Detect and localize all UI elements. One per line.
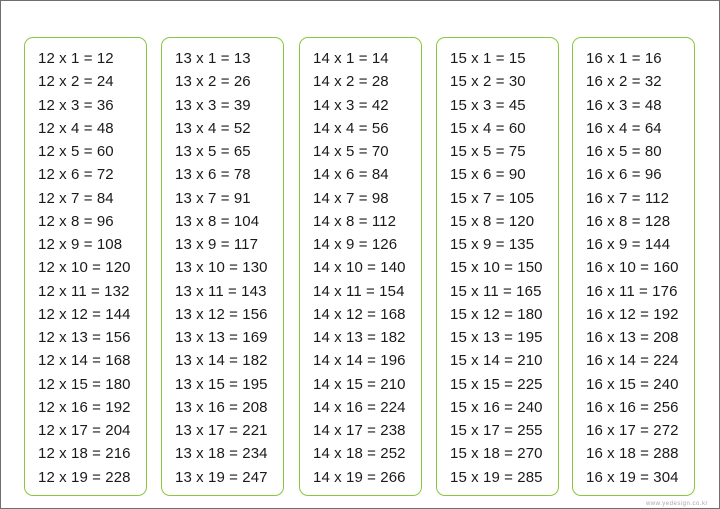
- table-row: 14 x 13 = 182: [313, 329, 406, 346]
- table-15-list: [450, 47, 543, 489]
- table-row: 14 x 3 = 42: [313, 96, 389, 114]
- table-row: 13 x 1 = 13: [175, 50, 251, 67]
- table-row: 15 x 11 = 165: [450, 282, 542, 300]
- table-16-list: [586, 47, 679, 489]
- table-row: 16 x 3 = 48: [586, 96, 662, 114]
- table-row: 13 x 17 = 221: [175, 422, 268, 439]
- table-12-box: [24, 37, 147, 496]
- table-row: 15 x 12 = 180: [450, 305, 543, 323]
- table-row: 12 x 19 = 228: [38, 468, 131, 486]
- table-row: 15 x 18 = 270: [450, 445, 543, 463]
- table-row: 13 x 3 = 39: [175, 96, 251, 114]
- table-row: 14 x 14 = 196: [313, 352, 406, 370]
- table-row: 15 x 10 = 150: [450, 259, 543, 277]
- table-row: 12 x 13 = 156: [38, 329, 131, 346]
- table-row: 12 x 18 = 216: [38, 445, 131, 463]
- table-row: 12 x 2 = 24: [38, 73, 114, 91]
- table-row: 12 x 10 = 120: [38, 259, 131, 277]
- table-row: 16 x 7 = 112: [586, 189, 670, 207]
- table-row: 15 x 1 = 15: [450, 50, 526, 67]
- table-row: 16 x 14 = 224: [586, 352, 679, 370]
- table-row: 14 x 1 = 14: [313, 50, 389, 67]
- table-13-list: [175, 47, 268, 489]
- table-row: 16 x 18 = 288: [586, 445, 679, 463]
- table-row: 13 x 11 = 143: [175, 282, 267, 300]
- table-row: 13 x 2 = 26: [175, 73, 251, 91]
- table-row: 14 x 19 = 266: [313, 468, 406, 486]
- table-row: 16 x 13 = 208: [586, 329, 679, 346]
- table-row: 16 x 12 = 192: [586, 305, 679, 323]
- table-row: 12 x 12 = 144: [38, 305, 131, 323]
- table-row: 14 x 11 = 154: [313, 282, 405, 300]
- table-row: 12 x 14 = 168: [38, 352, 131, 370]
- table-row: 13 x 19 = 247: [175, 468, 268, 486]
- table-row: 15 x 2 = 30: [450, 73, 526, 91]
- table-row: 16 x 19 = 304: [586, 468, 679, 486]
- table-row: 16 x 8 = 128: [586, 212, 671, 230]
- table-14-list: [313, 47, 406, 489]
- table-row: 13 x 10 = 130: [175, 259, 268, 277]
- table-row: 14 x 8 = 112: [313, 212, 397, 230]
- table-row: 15 x 9 = 135: [450, 236, 535, 253]
- table-row: 15 x 8 = 120: [450, 212, 535, 230]
- table-row: 14 x 15 = 210: [313, 375, 406, 393]
- table-row: 12 x 9 = 108: [38, 236, 123, 253]
- table-row: 12 x 15 = 180: [38, 375, 131, 393]
- site-watermark: www.yedesign.co.kr: [645, 501, 708, 507]
- table-row: 15 x 19 = 285: [450, 468, 543, 486]
- table-15-box: [436, 37, 559, 496]
- table-row: 14 x 7 = 98: [313, 189, 389, 207]
- table-14-box: [299, 37, 422, 496]
- table-row: 12 x 6 = 72: [38, 166, 114, 184]
- table-row: 13 x 7 = 91: [175, 189, 251, 207]
- table-row: 14 x 12 = 168: [313, 305, 406, 323]
- table-row: 16 x 10 = 160: [586, 259, 679, 277]
- table-row: 14 x 18 = 252: [313, 445, 406, 463]
- table-row: 12 x 17 = 204: [38, 422, 131, 439]
- table-row: 12 x 5 = 60: [38, 143, 114, 160]
- table-row: 16 x 9 = 144: [586, 236, 671, 253]
- table-row: 13 x 4 = 52: [175, 119, 251, 137]
- table-row: 16 x 17 = 272: [586, 422, 679, 439]
- table-row: 14 x 16 = 224: [313, 398, 406, 416]
- table-row: 12 x 4 = 48: [38, 119, 114, 137]
- table-row: 12 x 16 = 192: [38, 398, 131, 416]
- table-row: 15 x 5 = 75: [450, 143, 526, 160]
- table-row: 14 x 10 = 140: [313, 259, 406, 277]
- table-row: 13 x 12 = 156: [175, 305, 268, 323]
- table-row: 13 x 5 = 65: [175, 143, 251, 160]
- table-row: 13 x 6 = 78: [175, 166, 251, 184]
- table-row: 15 x 6 = 90: [450, 166, 526, 184]
- table-row: 13 x 13 = 169: [175, 329, 268, 346]
- table-row: 15 x 3 = 45: [450, 96, 526, 114]
- table-row: 13 x 15 = 195: [175, 375, 268, 393]
- table-row: 15 x 4 = 60: [450, 119, 526, 137]
- table-row: 12 x 1 = 12: [38, 50, 114, 67]
- table-row: 12 x 7 = 84: [38, 189, 114, 207]
- table-row: 15 x 7 = 105: [450, 189, 535, 207]
- table-row: 13 x 9 = 117: [175, 236, 259, 253]
- table-row: 16 x 11 = 176: [586, 282, 678, 300]
- table-row: 14 x 6 = 84: [313, 166, 389, 184]
- table-row: 12 x 11 = 132: [38, 282, 130, 300]
- table-row: 13 x 16 = 208: [175, 398, 268, 416]
- table-row: 12 x 3 = 36: [38, 96, 114, 114]
- table-row: 15 x 17 = 255: [450, 422, 543, 439]
- table-13-box: [161, 37, 284, 496]
- table-row: 16 x 5 = 80: [586, 143, 662, 160]
- table-row: 15 x 15 = 225: [450, 375, 543, 393]
- table-row: 16 x 4 = 64: [586, 119, 662, 137]
- table-row: 16 x 2 = 32: [586, 73, 662, 91]
- table-row: 12 x 8 = 96: [38, 212, 114, 230]
- table-row: 14 x 2 = 28: [313, 73, 389, 91]
- table-row: 16 x 6 = 96: [586, 166, 662, 184]
- table-row: 16 x 1 = 16: [586, 50, 662, 67]
- table-row: 15 x 16 = 240: [450, 398, 543, 416]
- table-row: 15 x 14 = 210: [450, 352, 543, 370]
- table-row: 13 x 8 = 104: [175, 212, 260, 230]
- table-row: 16 x 15 = 240: [586, 375, 679, 393]
- table-row: 14 x 17 = 238: [313, 422, 406, 439]
- table-row: 14 x 5 = 70: [313, 143, 389, 160]
- table-row: 13 x 18 = 234: [175, 445, 268, 463]
- table-row: 15 x 13 = 195: [450, 329, 543, 346]
- table-12-list: [38, 47, 131, 489]
- table-row: 14 x 4 = 56: [313, 119, 389, 137]
- table-16-box: [572, 37, 695, 496]
- table-row: 14 x 9 = 126: [313, 236, 398, 253]
- table-row: 13 x 14 = 182: [175, 352, 268, 370]
- table-row: 16 x 16 = 256: [586, 398, 679, 416]
